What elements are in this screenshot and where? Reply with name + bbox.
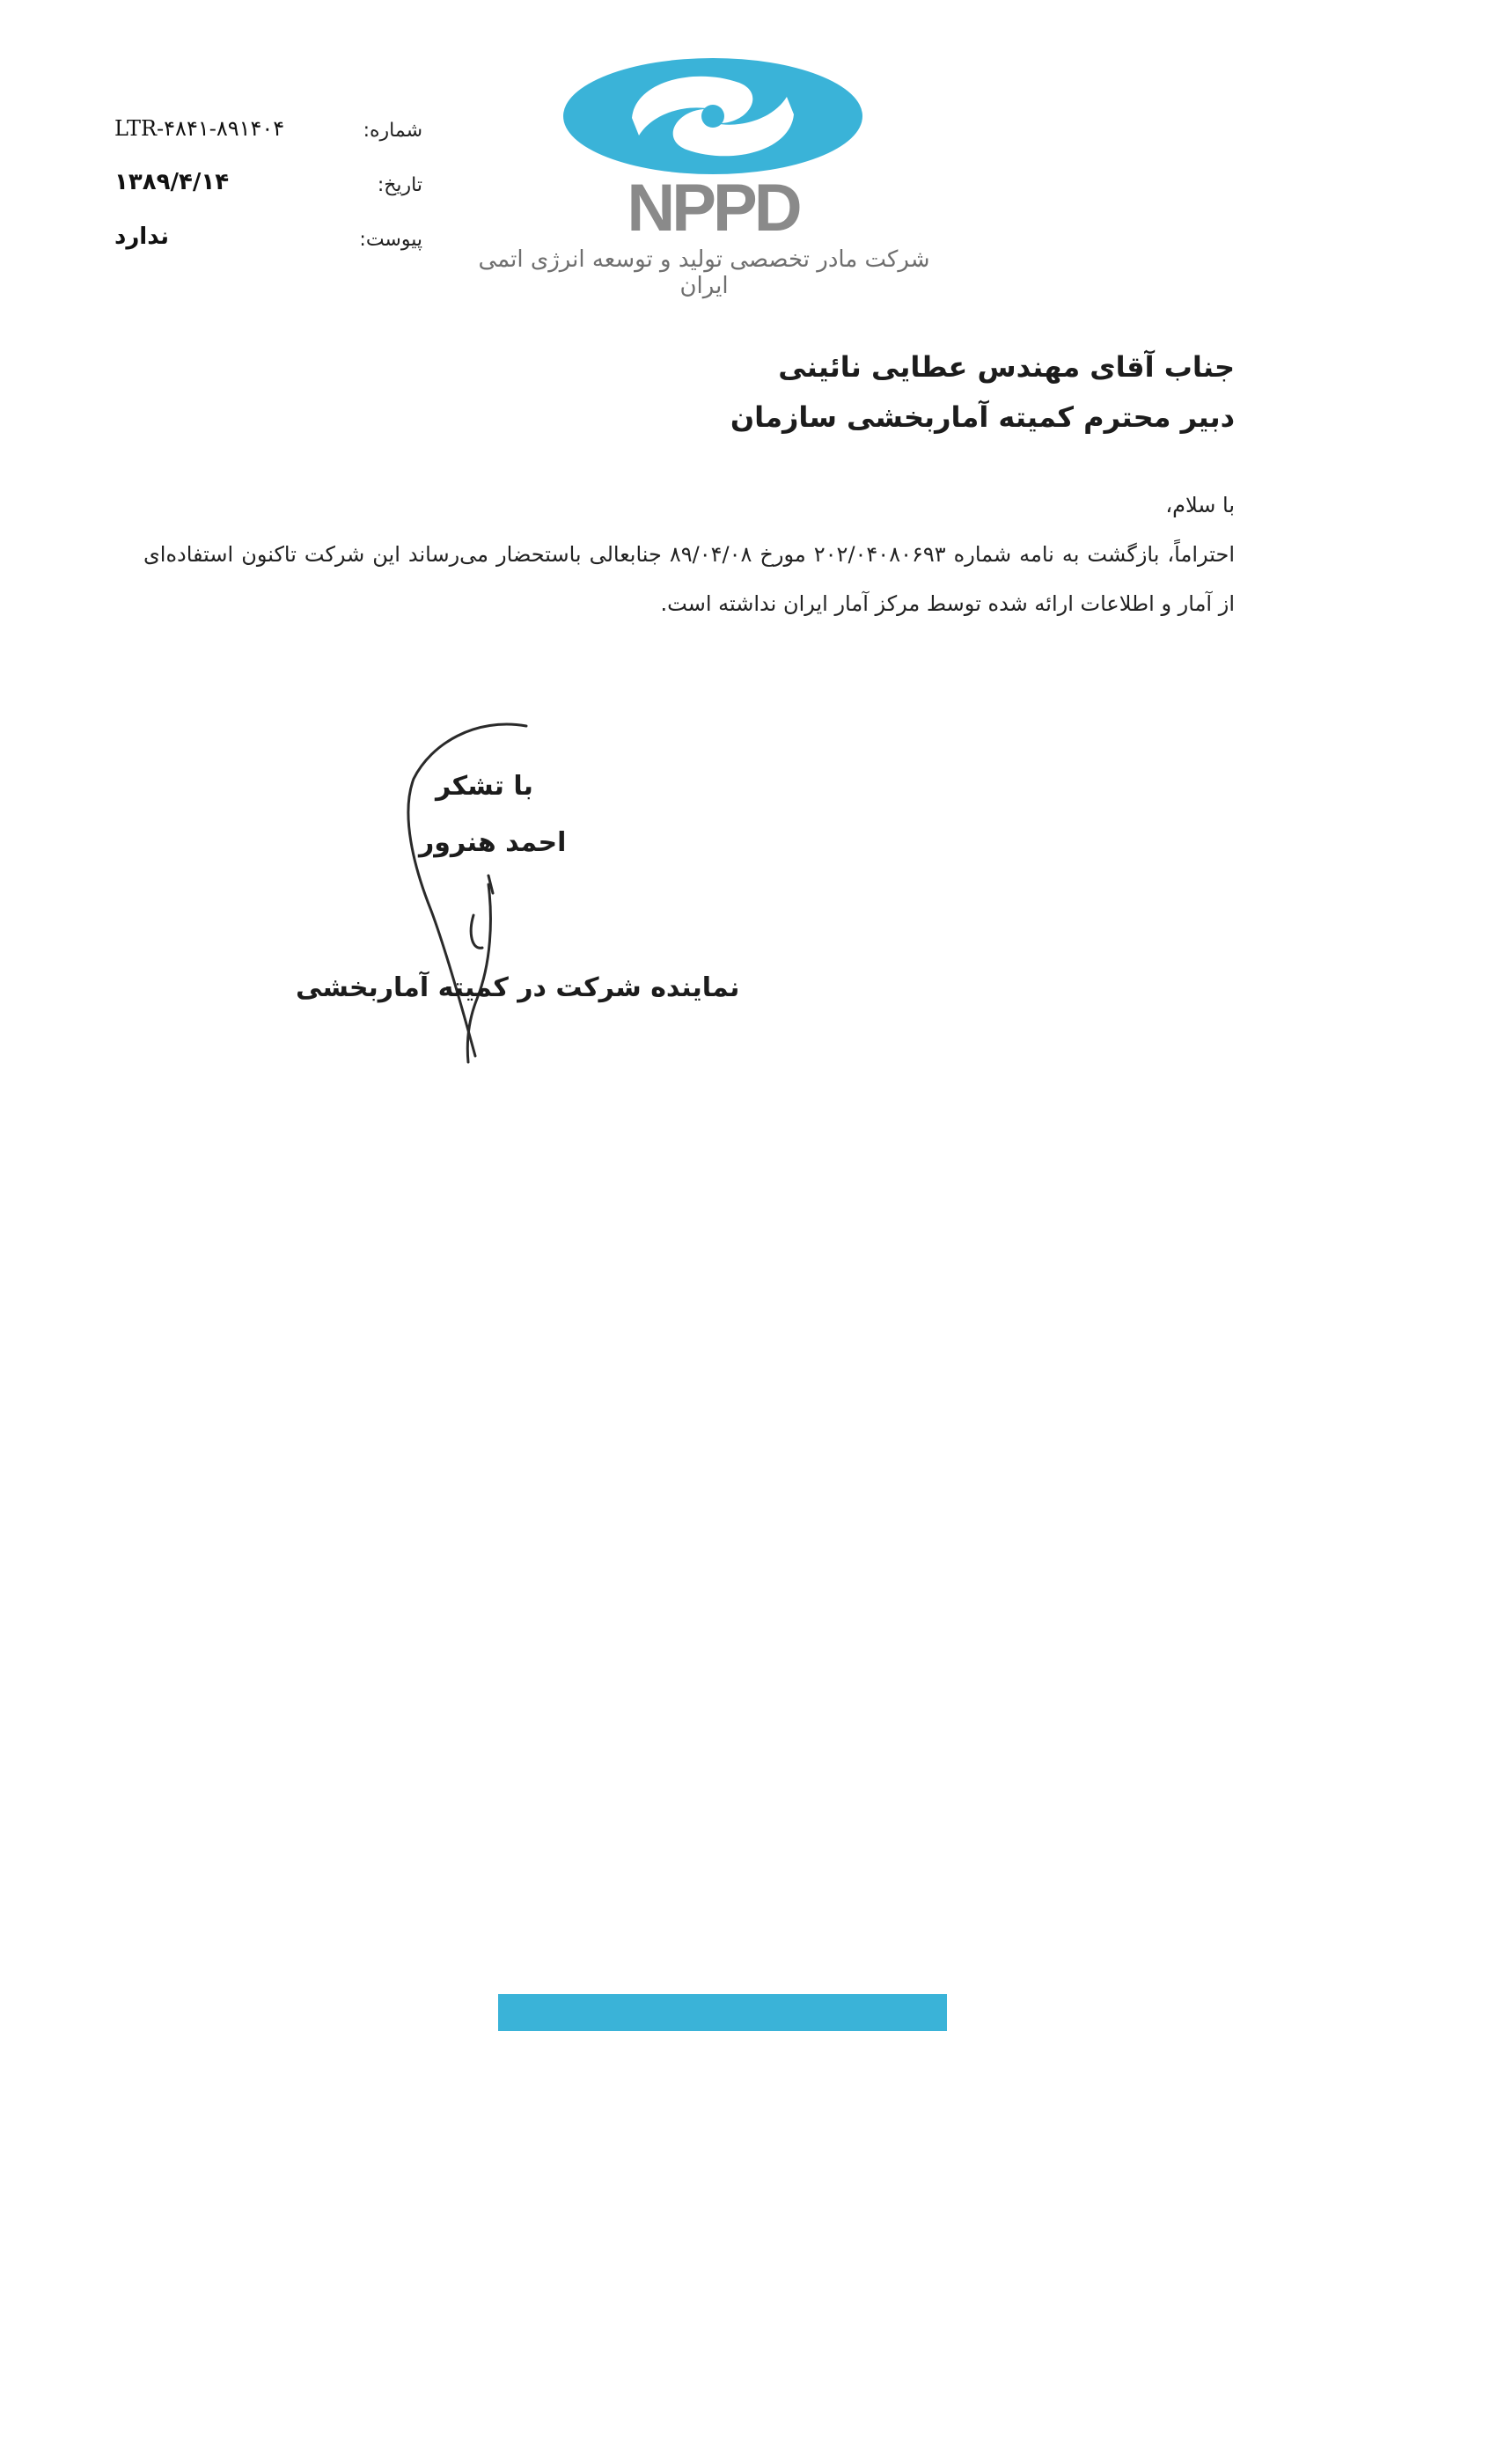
footer-color-band [498,1994,947,2031]
logo-wordmark: NPPD [627,171,799,246]
greeting: با سلام، [1165,493,1235,517]
attachment-value: ندارد [114,224,170,250]
date-label: تاریخ: [377,174,422,196]
number-value: LTR-۴۸۴۱-۸۹۱۴۰۴ [114,116,285,141]
date-value: ۱۳۸۹/۴/۱۴ [114,169,230,195]
addressee-title: دبیر محترم کمیته آماربخشی سازمان [730,400,1235,434]
signer-name: احمد هنرور [419,827,567,858]
body-paragraph: احتراماً، بازگشت به نامه شماره ۲۰۲/۰۴۰۸۰۶۹۳ مورخ ۸۹/۰۴/۰۸ جنابعالی باستحضار می‌رساند این شرکت تاکنون استفاده‌ای از آمار و اطلاعات ارائه شده توسط مرکز آمار ایران نداشته است. [143,542,1235,616]
addressee-name: جناب آقای مهندس عطایی نائینی [778,350,1235,384]
company-name: شرکت مادر تخصصی تولید و توسعه انرژی اتمی ایران [478,246,930,299]
signer-title: نماینده شرکت در کمیته آماربخشی [296,972,740,1003]
attachment-label: پیوست: [359,229,422,251]
closing-phrase: با تشکر [436,771,533,802]
number-label: شماره: [363,120,422,142]
handwritten-signature [370,717,546,1069]
